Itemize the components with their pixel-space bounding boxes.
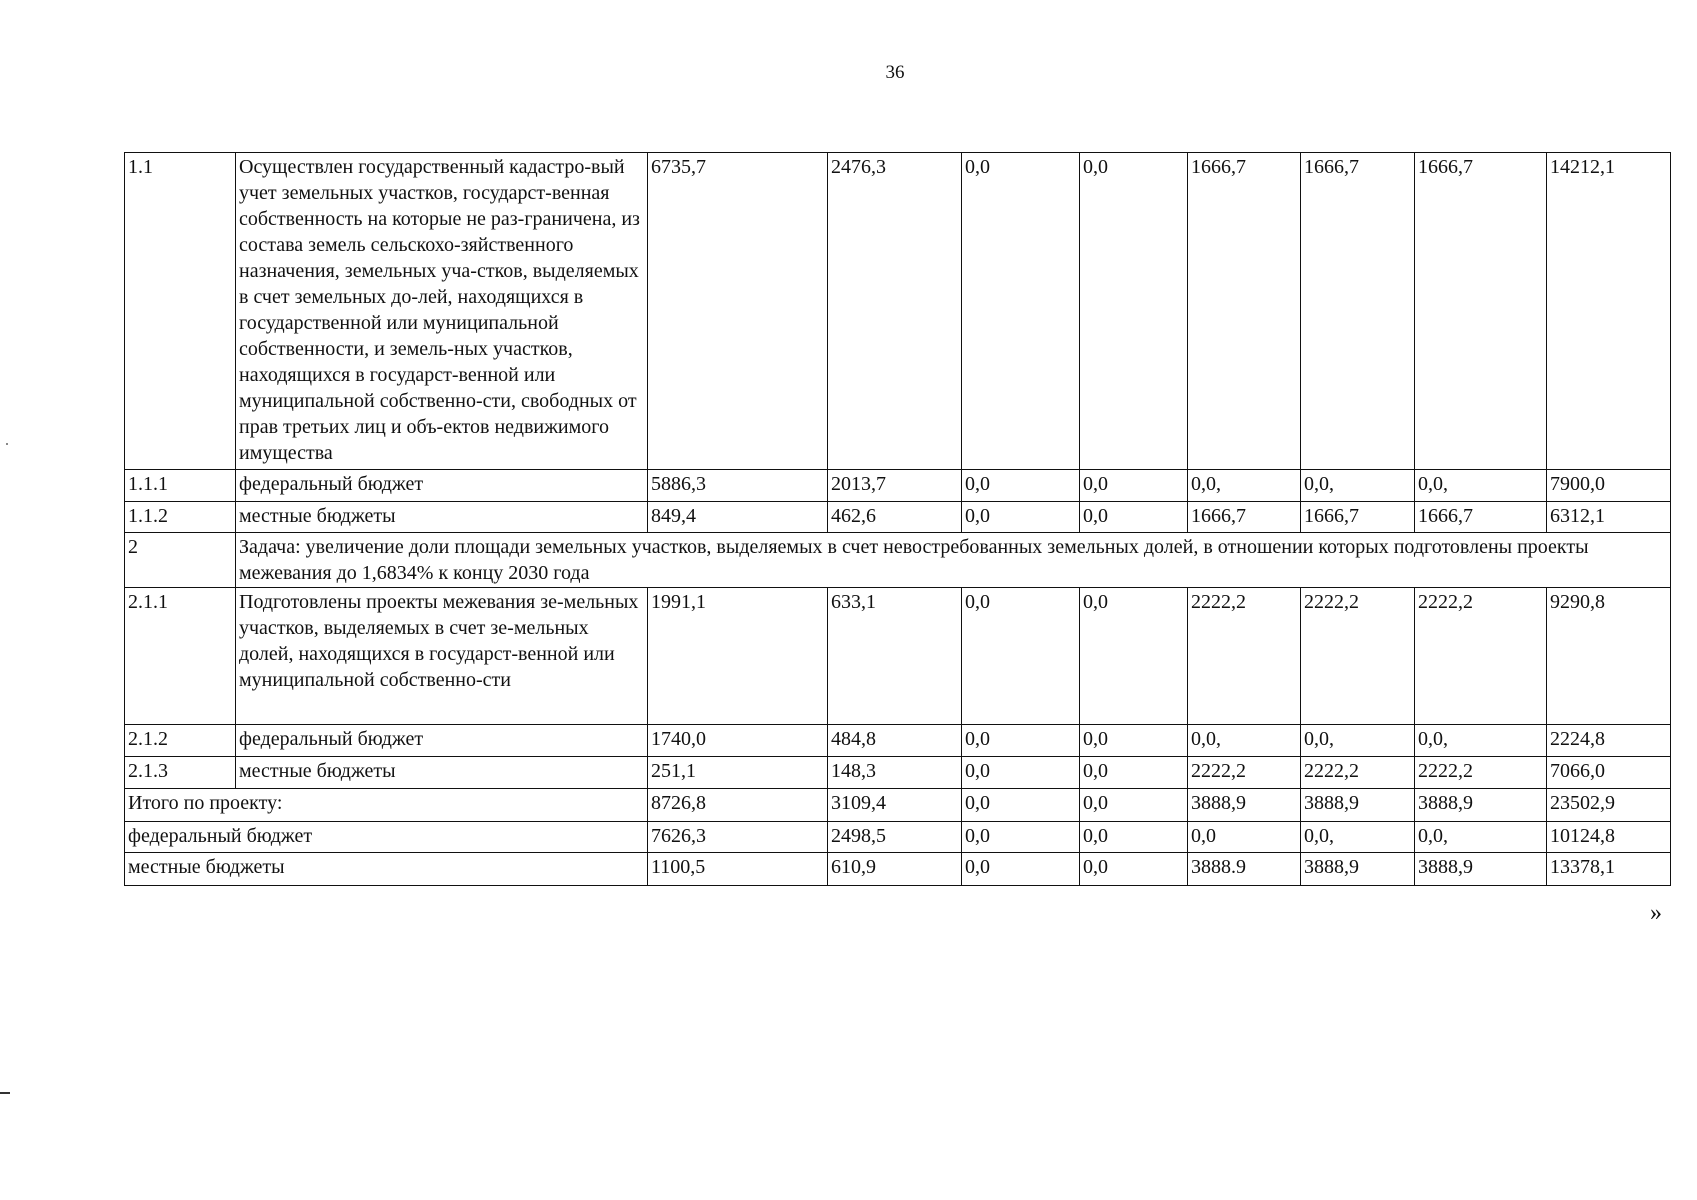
value-cell: 2476,3 xyxy=(828,153,962,470)
page-number: 36 xyxy=(885,62,905,83)
value-cell: 5886,3 xyxy=(648,470,828,502)
value-cell: 0,0 xyxy=(962,789,1080,822)
value-cell: 1666,7 xyxy=(1415,502,1547,533)
value-cell: 849,4 xyxy=(648,502,828,533)
value-cell: 0,0, xyxy=(1301,470,1415,502)
scan-mark xyxy=(6,443,8,445)
value-cell: 1100,5 xyxy=(648,853,828,886)
value-cell: 1666,7 xyxy=(1188,153,1301,470)
value-cell: 0,0 xyxy=(962,153,1080,470)
total-label: Итого по проекту: xyxy=(125,789,648,822)
value-cell: 0,0 xyxy=(1080,725,1188,757)
value-cell: 2222,2 xyxy=(1188,588,1301,725)
value-cell: 0,0 xyxy=(1080,470,1188,502)
task-description: Задача: увеличение доли площади земельных участков, выделяемых в счет невостребованных земельных долей, в отношении которых подготовлены проекты межевания до 1,6834% к концу 2030 года xyxy=(236,533,1671,588)
value-cell: 6312,1 xyxy=(1547,502,1671,533)
total-row xyxy=(125,853,1671,886)
value-cell: 0,0, xyxy=(1415,725,1547,757)
value-cell: 251,1 xyxy=(648,757,828,789)
row-description: федеральный бюджет xyxy=(236,470,648,502)
row-number: 1.1 xyxy=(125,153,236,470)
value-cell: 3888,9 xyxy=(1301,789,1415,822)
total-label: местные бюджеты xyxy=(125,853,648,886)
value-cell: 7066,0 xyxy=(1547,757,1671,789)
value-cell: 3888,9 xyxy=(1301,853,1415,886)
value-cell: 1740,0 xyxy=(648,725,828,757)
value-cell: 0,0 xyxy=(1080,822,1188,853)
closing-quote: » xyxy=(1650,900,1662,926)
value-cell: 0,0 xyxy=(962,853,1080,886)
value-cell: 0,0, xyxy=(1188,725,1301,757)
row-number: 1.1.1 xyxy=(125,470,236,502)
value-cell: 2224,8 xyxy=(1547,725,1671,757)
value-cell: 2013,7 xyxy=(828,470,962,502)
row-description: Осуществлен государственный кадастро-вый учет земельных участков, государст-венная собственность на которые не раз-граничена, из состава земель сельскохо-зяйственного назначения, земельных уча-стков, выделяемых в счет земельных до-лей, находящихся в государственной или муниципальной собственности, и земель-ных участков, находящихся в государст-венной или муниципальной собственно-сти, свободных от прав третьих лиц и объ-ектов недвижимого имущества xyxy=(236,153,648,470)
value-cell: 462,6 xyxy=(828,502,962,533)
value-cell: 8726,8 xyxy=(648,789,828,822)
value-cell: 1666,7 xyxy=(1301,502,1415,533)
row-description: местные бюджеты xyxy=(236,502,648,533)
value-cell: 3888,9 xyxy=(1188,789,1301,822)
value-cell: 148,3 xyxy=(828,757,962,789)
table-row xyxy=(125,153,1671,470)
row-number: 2.1.3 xyxy=(125,757,236,789)
value-cell: 23502,9 xyxy=(1547,789,1671,822)
value-cell: 0,0, xyxy=(1188,470,1301,502)
value-cell: 2222,2 xyxy=(1188,757,1301,789)
value-cell: 14212,1 xyxy=(1547,153,1671,470)
value-cell: 7626,3 xyxy=(648,822,828,853)
value-cell: 1666,7 xyxy=(1301,153,1415,470)
row-description: местные бюджеты xyxy=(236,757,648,789)
value-cell: 1991,1 xyxy=(648,588,828,725)
value-cell: 0,0 xyxy=(1080,853,1188,886)
table-row xyxy=(125,470,1671,502)
row-number: 1.1.2 xyxy=(125,502,236,533)
value-cell: 3109,4 xyxy=(828,789,962,822)
value-cell: 0,0 xyxy=(962,822,1080,853)
value-cell: 0,0, xyxy=(1301,725,1415,757)
value-cell: 0,0 xyxy=(962,725,1080,757)
value-cell: 3888.9 xyxy=(1188,853,1301,886)
value-cell: 7900,0 xyxy=(1547,470,1671,502)
row-number: 2.1.2 xyxy=(125,725,236,757)
row-number: 2.1.1 xyxy=(125,588,236,725)
table-row xyxy=(125,757,1671,789)
value-cell: 0,0 xyxy=(962,588,1080,725)
value-cell: 0,0 xyxy=(962,502,1080,533)
value-cell: 484,8 xyxy=(828,725,962,757)
value-cell: 1666,7 xyxy=(1415,153,1547,470)
value-cell: 2498,5 xyxy=(828,822,962,853)
value-cell: 0,0 xyxy=(1080,153,1188,470)
value-cell: 610,9 xyxy=(828,853,962,886)
value-cell: 2222,2 xyxy=(1415,757,1547,789)
value-cell: 1666,7 xyxy=(1188,502,1301,533)
row-number: 2 xyxy=(125,533,236,588)
value-cell: 2222,2 xyxy=(1301,757,1415,789)
row-description: Подготовлены проекты межевания зе-мельных участков, выделяемых в счет зе-мельных долей, находящихся в государст-венной или муниципальной собственно-сти xyxy=(236,588,648,725)
value-cell: 0,0 xyxy=(962,757,1080,789)
value-cell: 0,0, xyxy=(1415,822,1547,853)
value-cell: 633,1 xyxy=(828,588,962,725)
table-row xyxy=(125,502,1671,533)
total-row xyxy=(125,789,1671,822)
task-row xyxy=(125,533,1671,588)
value-cell: 9290,8 xyxy=(1547,588,1671,725)
budget-table xyxy=(124,152,1671,886)
total-row xyxy=(125,822,1671,853)
value-cell: 2222,2 xyxy=(1301,588,1415,725)
value-cell: 2222,2 xyxy=(1415,588,1547,725)
value-cell: 13378,1 xyxy=(1547,853,1671,886)
value-cell: 0,0 xyxy=(1188,822,1301,853)
table-row xyxy=(125,725,1671,757)
value-cell: 3888,9 xyxy=(1415,789,1547,822)
value-cell: 0,0 xyxy=(1080,789,1188,822)
value-cell: 0,0 xyxy=(1080,502,1188,533)
row-description: федеральный бюджет xyxy=(236,725,648,757)
value-cell: 3888,9 xyxy=(1415,853,1547,886)
table-row xyxy=(125,588,1671,725)
value-cell: 0,0 xyxy=(1080,757,1188,789)
value-cell: 0,0, xyxy=(1415,470,1547,502)
value-cell: 0,0 xyxy=(1080,588,1188,725)
value-cell: 6735,7 xyxy=(648,153,828,470)
value-cell: 10124,8 xyxy=(1547,822,1671,853)
value-cell: 0,0, xyxy=(1301,822,1415,853)
value-cell: 0,0 xyxy=(962,470,1080,502)
total-label: федеральный бюджет xyxy=(125,822,648,853)
scan-mark xyxy=(0,1092,10,1094)
